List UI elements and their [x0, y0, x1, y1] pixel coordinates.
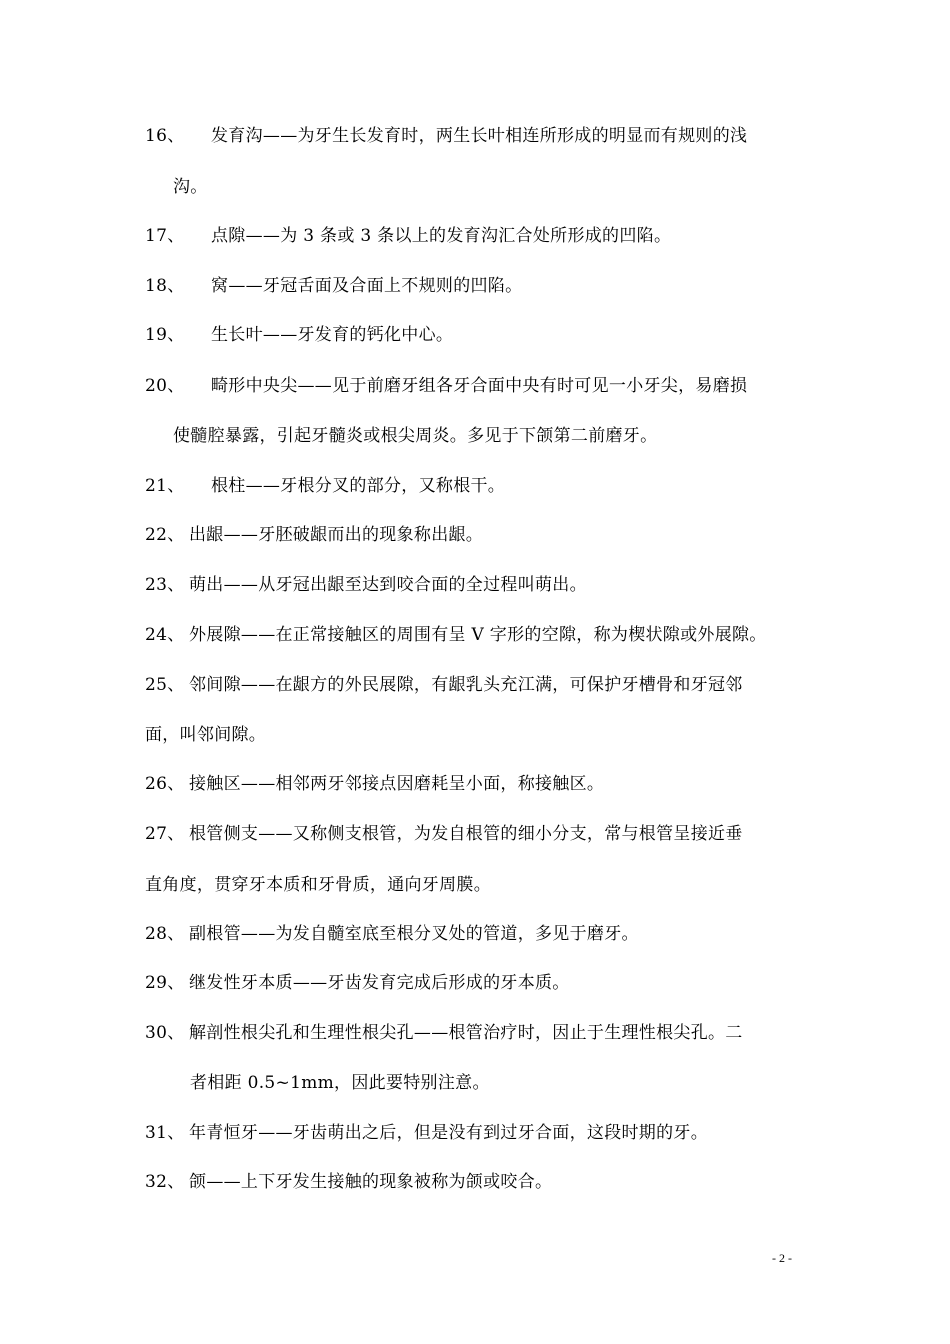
entry-number: 24、	[145, 625, 185, 645]
entry-term: 发育沟	[211, 126, 263, 146]
entry-number: 31、	[145, 1123, 185, 1143]
entry-definition: ——为牙生长发育时，两生长叶相连所形成的明显而有规则的浅	[262, 126, 748, 146]
entry-definition: ——牙冠舌面及合面上不规则的凹陷。	[228, 276, 523, 296]
entry-definition: ——上下牙发生接触的现象被称为颌或咬合。	[206, 1172, 553, 1192]
entry-23	[145, 575, 587, 595]
entry-definition: ——在正常接触区的周围有呈 V 字形的空隙，称为楔状隙或外展隙。	[240, 625, 767, 645]
entry-definition-continued: 沟。	[173, 177, 208, 197]
entry-29	[145, 973, 570, 993]
entry-definition-continued: 直角度，贯穿牙本质和牙骨质，通向牙周膜。	[145, 875, 491, 895]
entry-definition: ——牙根分叉的部分，又称根干。	[245, 476, 506, 496]
entry-27-line-1	[145, 824, 743, 844]
entry-28	[145, 924, 639, 944]
entry-term: 解剖性根尖孔和生理性根尖孔	[189, 1023, 414, 1043]
entry-number: 20、	[145, 376, 185, 396]
entry-number: 25、	[145, 675, 185, 695]
entry-20-line-2	[173, 426, 657, 446]
entry-number: 16、	[145, 126, 185, 146]
entry-definition: ——又称侧支根管，为发自根管的细小分支，常与根管呈接近垂	[258, 824, 743, 844]
entry-number: 17、	[145, 226, 185, 246]
entry-number: 26、	[145, 774, 185, 794]
entry-definition: ——在龈方的外民展隙，有龈乳头充江满，可保护牙槽骨和牙冠邻	[240, 675, 743, 695]
entry-25-line-2	[145, 725, 266, 745]
entry-definition: ——见于前磨牙组各牙合面中央有时可见一小牙尖，易磨损	[297, 376, 748, 396]
entry-term: 点隙	[211, 226, 246, 246]
entry-definition: ——牙齿萌出之后，但是没有到过牙合面，这段时期的牙。	[258, 1123, 709, 1143]
entry-21	[145, 476, 505, 496]
entry-30-line-1	[145, 1023, 743, 1043]
entry-term: 邻间隙	[189, 675, 241, 695]
entry-number: 27、	[145, 824, 185, 844]
entry-definition: ——根管治疗时，因止于生理性根尖孔。二	[413, 1023, 743, 1043]
entry-19	[145, 325, 453, 345]
entry-definition: ——相邻两牙邻接点因磨耗呈小面，称接触区。	[240, 774, 605, 794]
entry-term: 接触区	[189, 774, 241, 794]
entry-16-line-2	[173, 177, 208, 197]
entry-16-line-1	[145, 126, 747, 146]
entry-definition: ——牙胚破龈而出的现象称出龈。	[223, 525, 484, 545]
entry-definition: ——牙发育的钙化中心。	[262, 325, 454, 345]
entry-definition: ——从牙冠出龈至达到咬合面的全过程叫萌出。	[223, 575, 587, 595]
entry-27-line-2	[145, 875, 491, 895]
entry-18	[145, 276, 522, 296]
entry-definition: ——为发自髓室底至根分叉处的管道，多见于磨牙。	[240, 924, 639, 944]
entry-number: 29、	[145, 973, 185, 993]
entry-definition-continued: 者相距 0.5~1mm，因此要特别注意。	[190, 1073, 490, 1093]
entry-24	[145, 625, 767, 645]
entry-number: 22、	[145, 525, 185, 545]
entry-definition-continued: 面，叫邻间隙。	[145, 725, 267, 745]
entry-definition: ——牙齿发育完成后形成的牙本质。	[292, 973, 570, 993]
entry-term: 萌出	[189, 575, 224, 595]
entry-term: 颌	[189, 1172, 207, 1192]
entry-term: 年青恒牙	[189, 1123, 259, 1143]
entry-definition-continued: 使髓腔暴露，引起牙髓炎或根尖周炎。多见于下颌第二前磨牙。	[173, 426, 658, 446]
page-number: - 2 -	[772, 1251, 792, 1265]
entry-number: 28、	[145, 924, 185, 944]
entry-number: 32、	[145, 1172, 185, 1192]
entry-term: 生长叶	[211, 325, 263, 345]
entry-term: 出龈	[189, 525, 224, 545]
entry-22	[145, 525, 483, 545]
entry-term: 畸形中央尖	[211, 376, 298, 396]
entry-term: 外展隙	[189, 625, 241, 645]
entry-25-line-1	[145, 675, 743, 695]
entry-17	[145, 226, 671, 246]
entry-number: 23、	[145, 575, 185, 595]
entry-term: 根柱	[211, 476, 246, 496]
entry-31	[145, 1123, 708, 1143]
entry-definition: ——为 3 条或 3 条以上的发育沟汇合处所形成的凹陷。	[245, 226, 672, 246]
entry-term: 窝	[211, 276, 229, 296]
entry-number: 21、	[145, 476, 185, 496]
entry-number: 18、	[145, 276, 185, 296]
entry-term: 继发性牙本质	[189, 973, 293, 993]
entry-number: 30、	[145, 1023, 185, 1043]
entry-32	[145, 1172, 552, 1192]
entry-number: 19、	[145, 325, 185, 345]
entry-term: 根管侧支	[189, 824, 259, 844]
entry-term: 副根管	[189, 924, 241, 944]
entry-26	[145, 774, 604, 794]
entry-20-line-1	[145, 376, 747, 396]
entry-30-line-2	[190, 1073, 490, 1093]
